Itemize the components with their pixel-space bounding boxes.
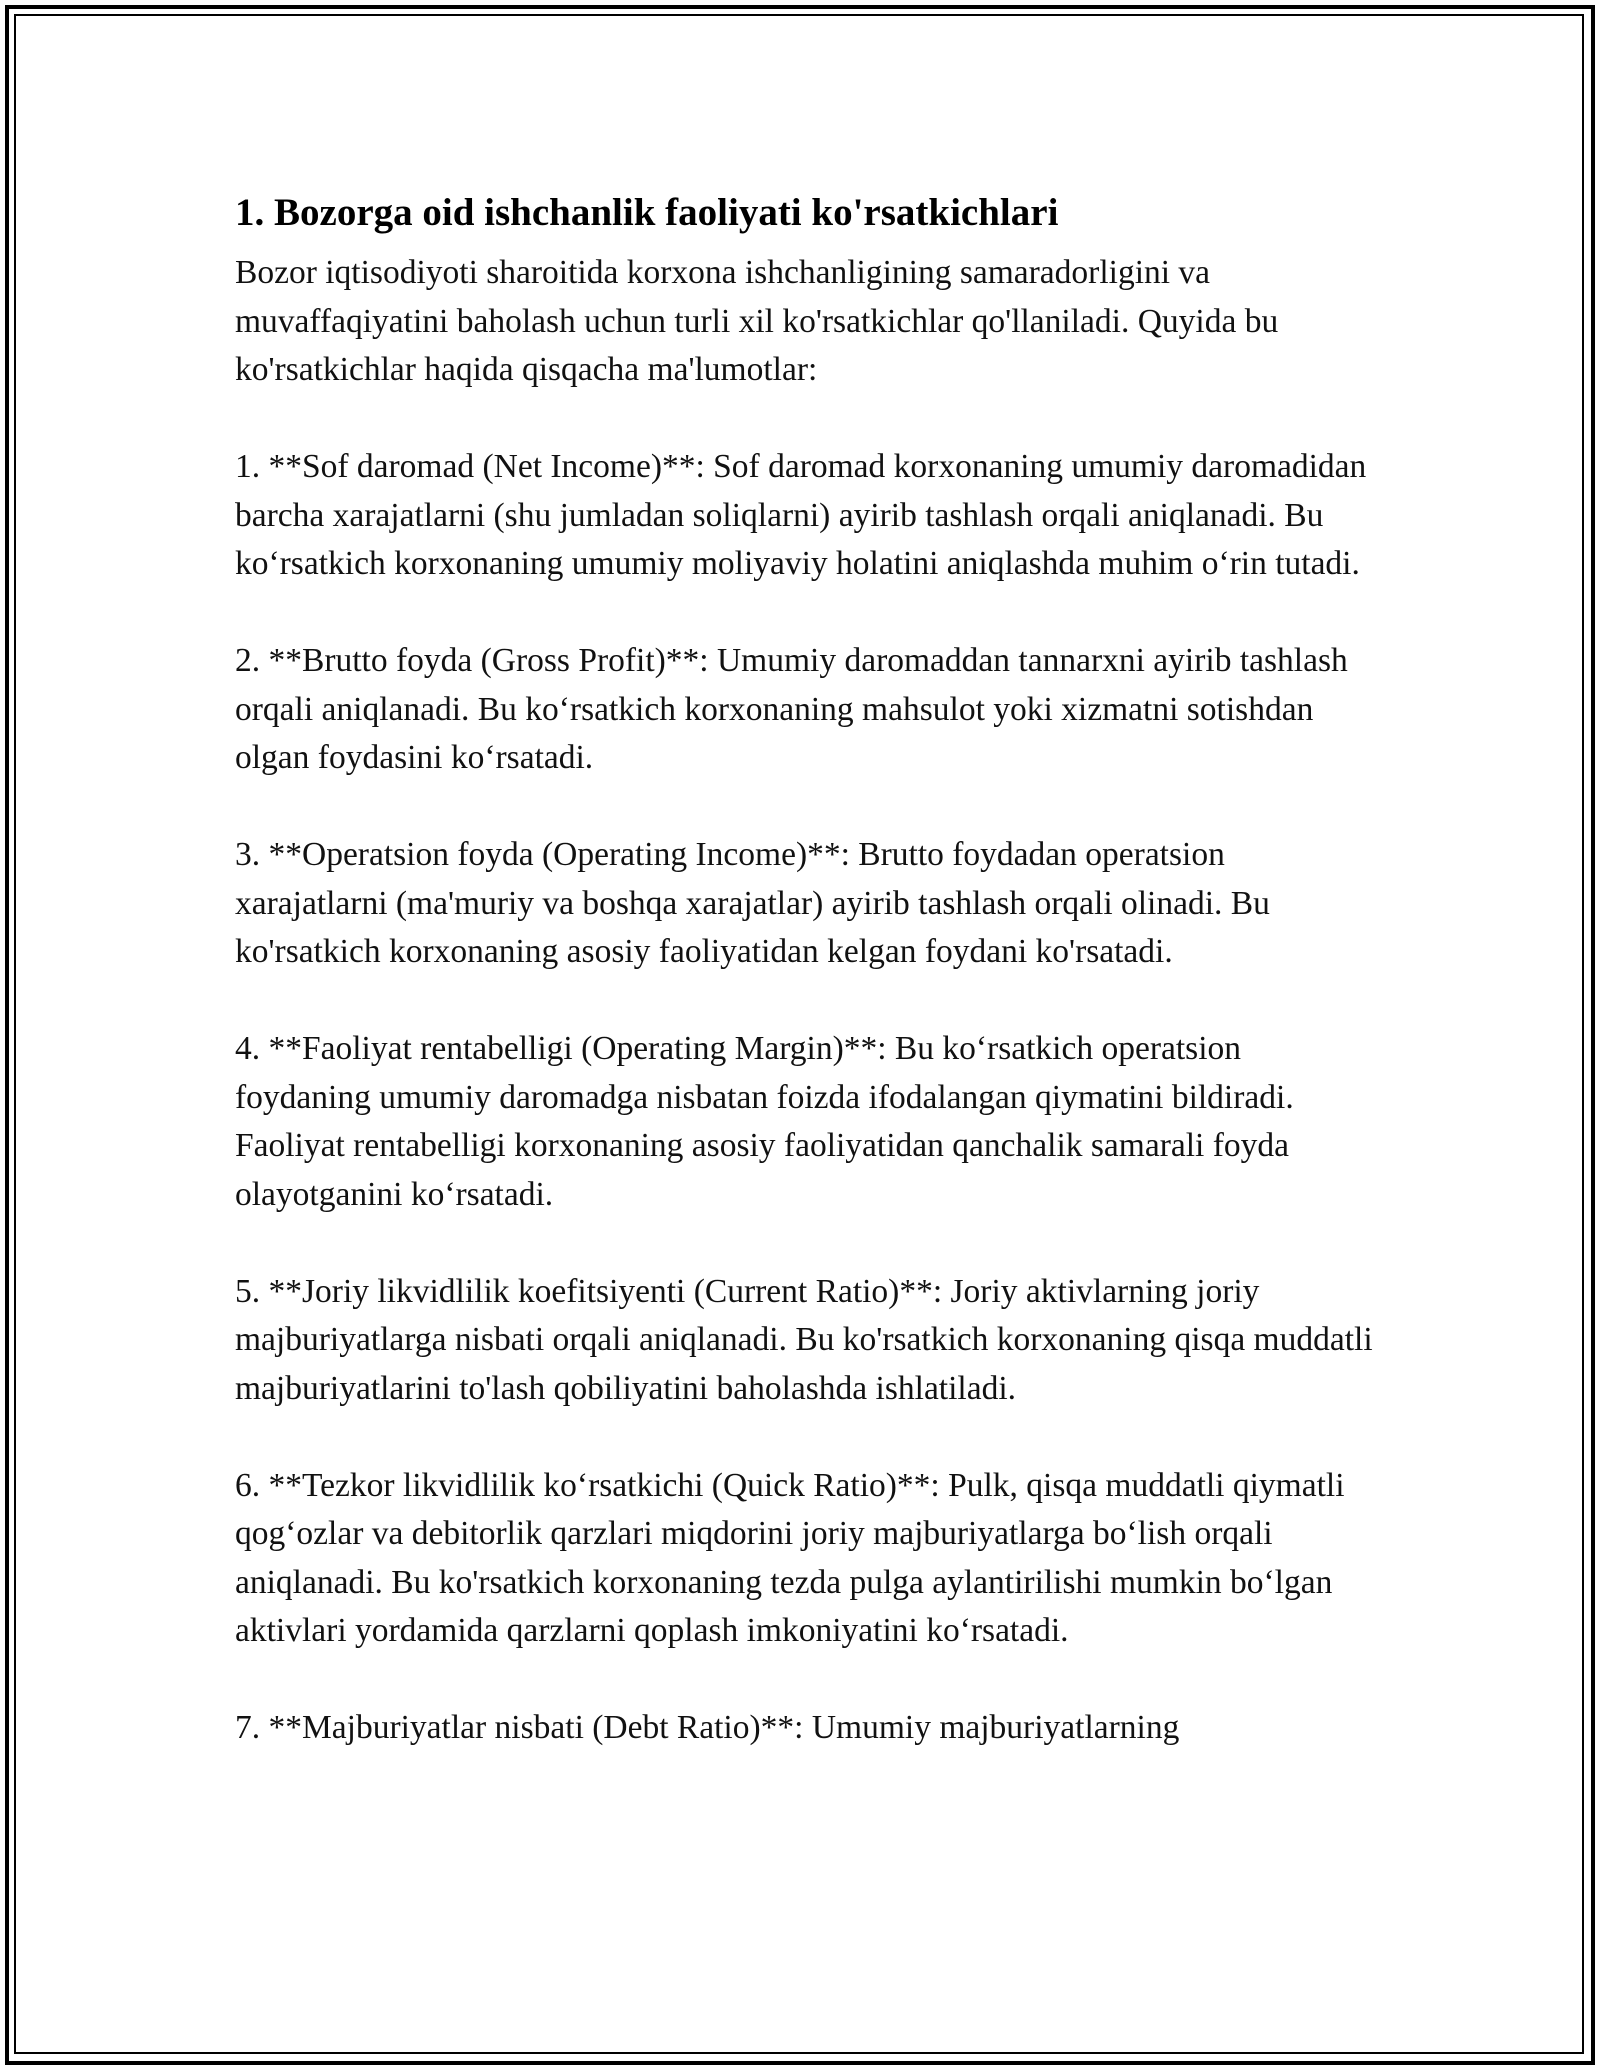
list-item-quick-ratio: 6. **Tezkor likvidlilik ko‘rsatkichi (Quick Ratio)**: Pulk, qisqa muddatli qiymatli qog‘ozlar va debitorlik qarzlari miqdorini joriy majburiyatlarga bo‘lish orqali aniqlanadi. Bu ko'rsatkich korxonaning tezda pulga aylantirilishi mumkin bo‘lgan aktivlari yordamida qarzlarni qoplash imkoniyatini ko‘rsatadi.	[235, 1466, 1345, 1649]
intro-paragraph: Bozor iqtisodiyoti sharoitida korxona ishchanligining samaradorligini va muvaffaqiyatini baholash uchun turli xil ko'rsatkichlar qo'llaniladi. Quyida bu ko'rsatkichlar haqida qisqacha ma'lumotlar:	[235, 254, 1279, 388]
list-item-operating-income: 3. **Operatsion foyda (Operating Income)**: Brutto foydadan operatsion xarajatlarni (ma'muriy va boshqa xarajatlar) ayirib tashlash orqali olinadi. Bu ko'rsatkich korxonaning asosiy faoliyatidan kelgan foydani ko'rsatadi.	[235, 836, 1270, 970]
document-title: 1. Bozorga oid ishchanlik faoliyati ko'rsatkichlari	[235, 191, 1059, 234]
list-item-debt-ratio: 7. **Majburiyatlar nisbati (Debt Ratio)**: Umumiy majburiyatlarning	[235, 1709, 1180, 1746]
document-body	[235, 185, 1375, 1801]
list-item-gross-profit: 2. **Brutto foyda (Gross Profit)**: Umumiy daromaddan tannarxni ayirib tashlash orqali aniqlanadi. Bu ko‘rsatkich korxonaning mahsulot yoki xizmatni sotishdan olgan foydasini ko‘rsatadi.	[235, 642, 1348, 776]
list-item-current-ratio: 5. **Joriy likvidlilik koefitsiyenti (Current Ratio)**: Joriy aktivlarning joriy majburiyatlarga nisbati orqali aniqlanadi. Bu ko'rsatkich korxonaning qisqa muddatli majburiyatlarini to'lash qobiliyatini baholashda ishlatiladi.	[235, 1272, 1373, 1407]
list-item-operating-margin: 4. **Faoliyat rentabelligi (Operating Margin)**: Bu ko‘rsatkich operatsion foydaning umumiy daromadga nisbatan foizda ifodalangan qiymatini bildiradi. Faoliyat rentabelligi korxonaning asosiy faoliyatidan qanchalik samarali foyda olayotganini ko‘rsatadi.	[235, 1030, 1294, 1213]
list-item-net-income: 1. **Sof daromad (Net Income)**: Sof daromad korxonaning umumiy daromadidan barcha xarajatlarni (shu jumladan soliqlarni) ayirib tashlash orqali aniqlanadi. Bu ko‘rsatkich korxonaning umumiy moliyaviy holatini aniqlashda muhim o‘rin tutadi.	[235, 448, 1367, 582]
